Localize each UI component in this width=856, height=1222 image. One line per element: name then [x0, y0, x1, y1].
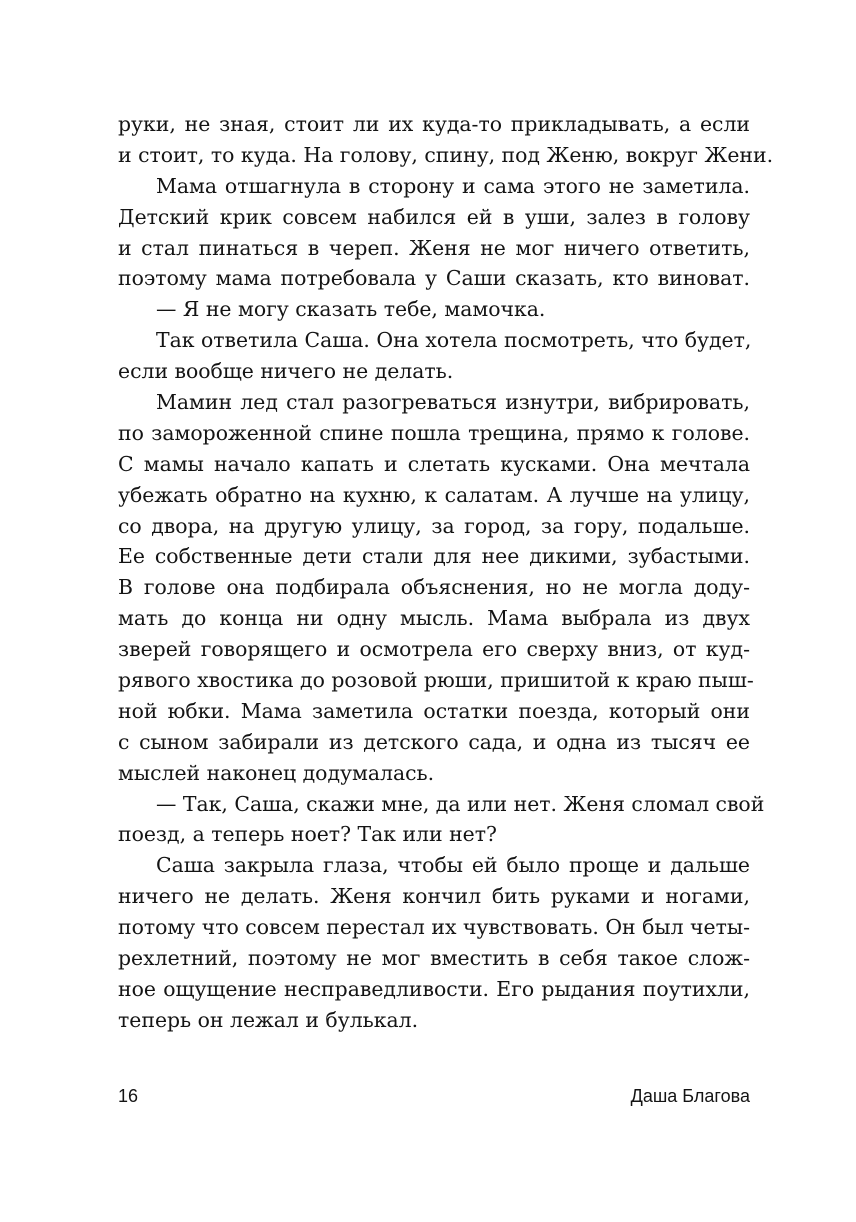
- text-line: по замороженной спине пошла трещина, прямо к голове.: [118, 420, 750, 445]
- text-line: если вообще ничего не делать.: [118, 359, 454, 384]
- text-line: убежать обратно на кухню, к салатам. А лучше на улицу,: [118, 482, 750, 507]
- text-line: поезд, а теперь ноет? Так или нет?: [118, 822, 497, 847]
- text-line: Ее собственные дети стали для нее дикими, зубастыми.: [118, 544, 750, 569]
- text-line: рехлетний, поэтому не мог вместить в себя такое слож-: [118, 946, 750, 971]
- text-line: — Так, Саша, скажи мне, да или нет. Женя сломал свой: [156, 791, 765, 816]
- text-line: теперь он лежал и булькал.: [118, 1007, 419, 1032]
- text-line: Саша закрыла глаза, чтобы ей было проще и дальше: [156, 853, 750, 878]
- text-line: поэтому мама потребовала у Саши сказать, кто виноват.: [118, 266, 750, 291]
- page-footer: [118, 1086, 750, 1110]
- text-line: и стоит, то куда. На голову, спину, под Женю, вокруг Жени.: [118, 142, 774, 167]
- page-number: 16: [118, 1086, 139, 1106]
- text-line: ной юбки. Мама заметила остатки поезда, который они: [118, 698, 750, 723]
- text-line: ное ощущение несправедливости. Его рыдания поутихли,: [118, 976, 750, 1001]
- text-line: мыслей наконец додумалась.: [118, 760, 435, 785]
- text-line: — Я не могу сказать тебе, мамочка.: [156, 297, 546, 322]
- text-line: ничего не делать. Женя кончил бить руками и ногами,: [118, 884, 750, 909]
- text-line: руки, не зная, стоит ли их куда-то прикладывать, а если: [118, 112, 750, 136]
- text-line: Мамин лед стал разогреваться изнутри, вибрировать,: [156, 390, 750, 415]
- text-line: потому что совсем перестал их чувствовать. Он был четы-: [118, 915, 751, 940]
- text-line: рявого хвостика до розовой рюши, пришитой к краю пыш-: [118, 668, 754, 693]
- text-line: со двора, на другую улицу, за город, за гору, подальше.: [118, 513, 750, 538]
- text-line: и стал пинаться в череп. Женя не мог ничего ответить,: [118, 235, 750, 260]
- text-line: С мамы начало капать и слетать кусками. Она мечтала: [118, 451, 750, 476]
- text-line: В голове она подбирала объяснения, но не могла доду-: [118, 575, 750, 600]
- text-line: Детский крик совсем набился ей в уши, залез в голову: [118, 204, 750, 229]
- author-name: Даша Благова: [630, 1086, 750, 1106]
- text-line: Мама отшагнула в сторону и сама этого не заметила.: [156, 173, 750, 198]
- text-line: зверей говорящего и осмотрела его сверху вниз, от куд-: [118, 637, 750, 662]
- text-line: с сыном забирали из детского сада, и одна из тысяч ее: [118, 729, 750, 754]
- text-line: мать до конца ни одну мысль. Мама выбрала из двух: [118, 606, 750, 631]
- body-text: [118, 109, 774, 1036]
- text-line: Так ответила Саша. Она хотела посмотреть, что будет,: [156, 328, 752, 353]
